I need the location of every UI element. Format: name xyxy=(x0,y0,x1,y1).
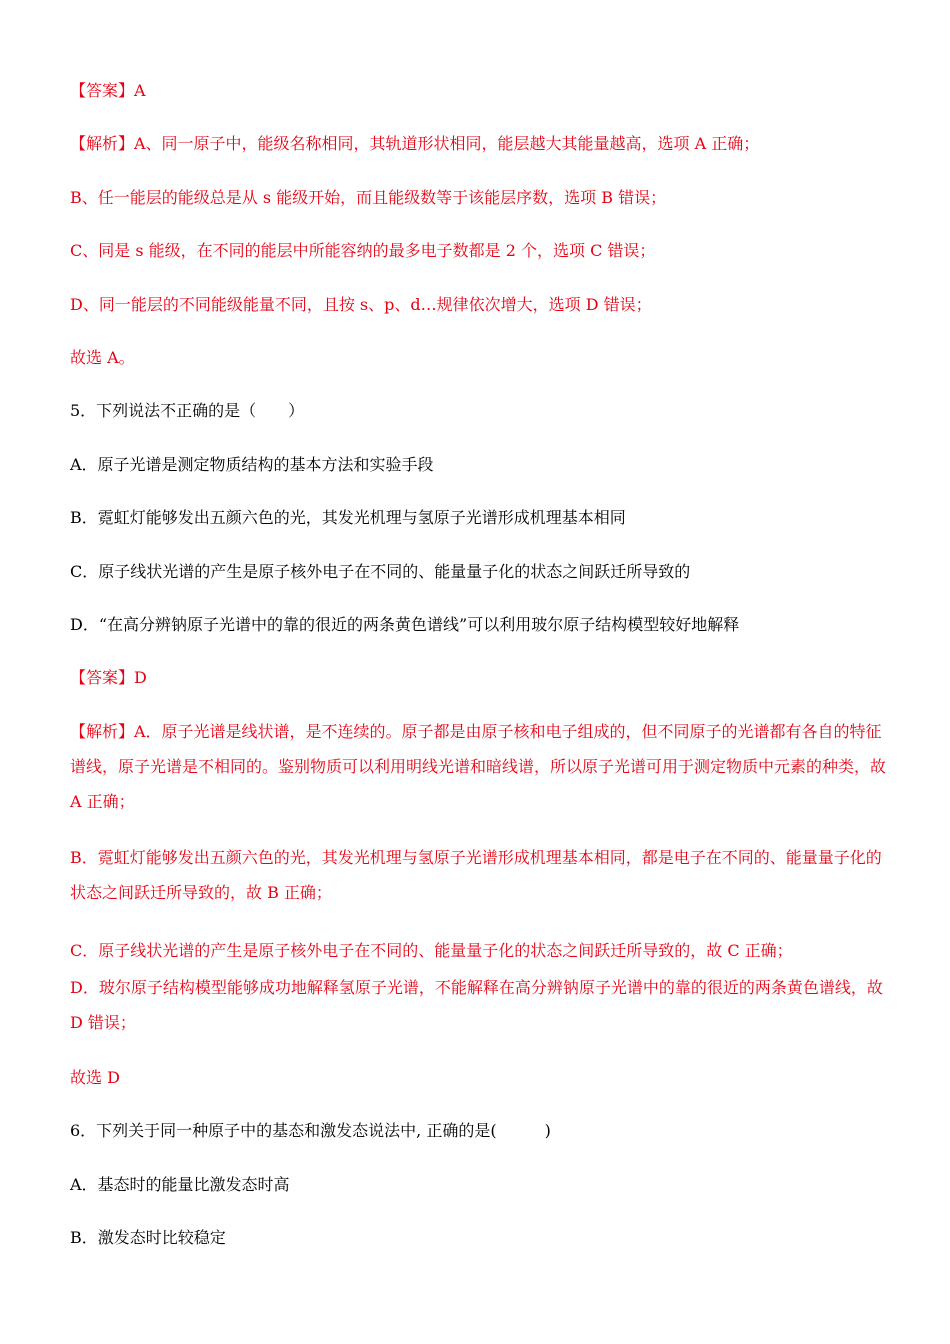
q6-option-b: B．激发态时比较稳定 xyxy=(70,1228,226,1247)
q5-option-a: A．原子光谱是测定物质结构的基本方法和实验手段 xyxy=(70,455,434,474)
q5-conclusion: 故选 D xyxy=(70,1068,120,1087)
q5-analysis-c: C．原子线状光谱的产生是原子核外电子在不同的、能量量子化的状态之间跃迁所导致的，故 C 正确； xyxy=(70,941,793,960)
q4-analysis-d: D、同一能层的不同能级能量不同，且按 s、p、d…规律依次增大，选项 D 错误； xyxy=(70,295,652,314)
q4-conclusion: 故选 A。 xyxy=(70,348,135,367)
q5-stem: 5．下列说法不正确的是（ ） xyxy=(70,401,305,420)
q6-option-a: A．基态时的能量比激发态时高 xyxy=(70,1175,290,1194)
q4-analysis-a: 【解析】A、同一原子中，能级名称相同，其轨道形状相同，能层越大其能量越高，选项 A 正确； xyxy=(70,134,760,153)
q5-option-b: B．霓虹灯能够发出五颜六色的光，其发光机理与氢原子光谱形成机理基本相同 xyxy=(70,508,626,527)
q4-answer: 【答案】A xyxy=(70,81,146,100)
q5-analysis-a: 【解析】A．原子光谱是线状谱，是不连续的。原子都是由原子核和电子组成的，但不同原子的光谱都有各自的特征谱线，原子光谱是不相同的。鉴别物质可以利用明线光谱和暗线谱，所以原子光谱可用于测定物质中元素的种类，故 A 正确； xyxy=(70,722,887,811)
q5-analysis-b: B．霓虹灯能够发出五颜六色的光，其发光机理与氢原子光谱形成机理基本相同，都是电子在不同的、能量量子化的状态之间跃迁所导致的，故 B 正确； xyxy=(70,848,882,902)
q4-analysis-c: C、同是 s 能级，在不同的能层中所能容纳的最多电子数都是 2 个，选项 C 错误； xyxy=(70,241,656,260)
q5-option-c: C．原子线状光谱的产生是原子核外电子在不同的、能量量子化的状态之间跃迁所导致的 xyxy=(70,562,691,581)
q5-answer: 【答案】D xyxy=(70,668,147,687)
q4-analysis-b: B、任一能层的能级总是从 s 能级开始，而且能级数等于该能层序数，选项 B 错误； xyxy=(70,188,667,207)
q6-stem: 6．下列关于同一种原子中的基态和激发态说法中, 正确的是( ) xyxy=(70,1121,551,1140)
q5-option-d: D．“在高分辨钠原子光谱中的靠的很近的两条黄色谱线”可以利用玻尔原子结构模型较好地解释 xyxy=(70,615,740,634)
q5-analysis-d: D．玻尔原子结构模型能够成功地解释氢原子光谱，不能解释在高分辨钠原子光谱中的靠的很近的两条黄色谱线，故 D 错误； xyxy=(70,978,883,1032)
